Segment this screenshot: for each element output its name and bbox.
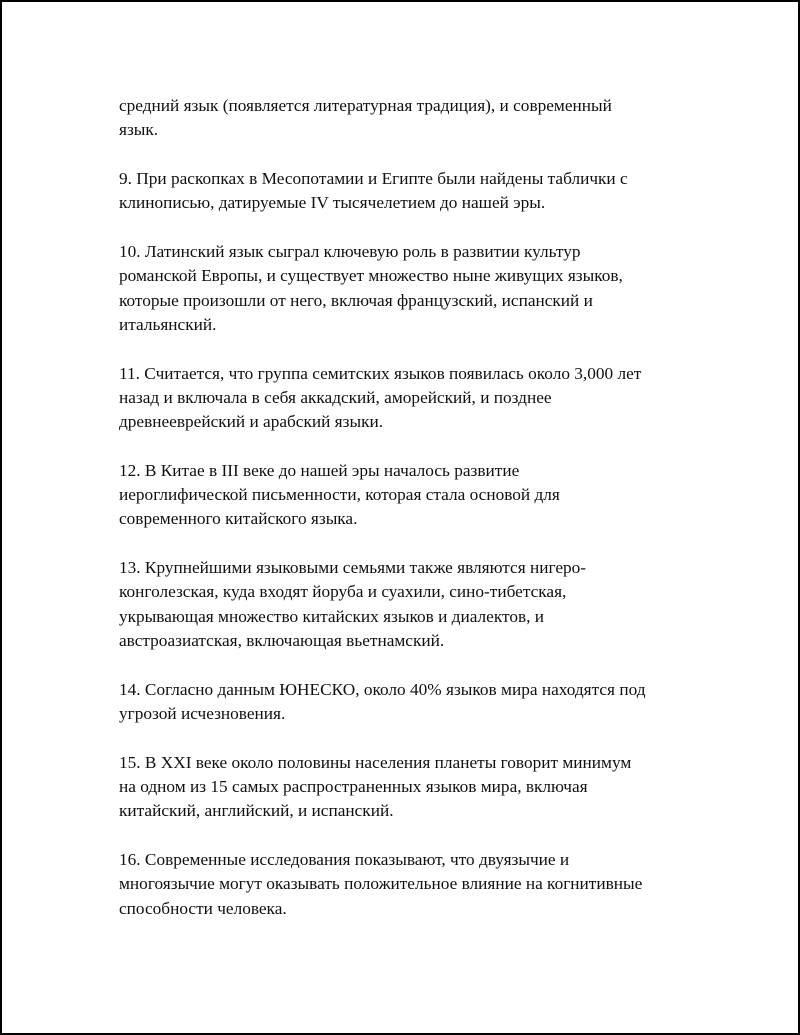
text-line: 16. Современные исследования показывают, что двуязычие и bbox=[119, 849, 570, 869]
text-line: угрозой исчезновения. bbox=[119, 703, 286, 723]
text-line: 9. При раскопках в Месопотамии и Египте были найдены таблички с bbox=[119, 168, 628, 188]
paragraph-continuation bbox=[119, 94, 699, 143]
text-line: итальянский. bbox=[119, 314, 217, 334]
text-line: 14. Согласно данным ЮНЕСКО, около 40% языков мира находятся под bbox=[119, 679, 646, 699]
text-line: иероглифической письменности, которая стала основой для bbox=[119, 485, 560, 505]
paragraph-item-10 bbox=[119, 240, 699, 337]
text-line: китайский, английский, и испанский. bbox=[119, 801, 394, 821]
paragraph-item-9 bbox=[119, 167, 699, 216]
text-line: 12. В Китае в III веке до нашей эры началось развитие bbox=[119, 460, 520, 480]
text-line: на одном из 15 самых распространенных языков мира, включая bbox=[119, 776, 588, 796]
text-line: средний язык (появляется литературная традиция), и современный bbox=[119, 96, 612, 115]
text-line: 13. Крупнейшими языковыми семьями также являются нигеро- bbox=[119, 558, 587, 578]
text-line: способности человека. bbox=[119, 898, 287, 918]
text-line: которые произошли от него, включая французский, испанский и bbox=[119, 290, 593, 310]
text-line: 11. Считается, что группа семитских языков появилась около 3,000 лет bbox=[119, 363, 642, 383]
text-line: многоязычие могут оказывать положительное влияние на когнитивные bbox=[119, 874, 643, 894]
paragraph-item-14 bbox=[119, 678, 699, 727]
text-line: современного китайского языка. bbox=[119, 509, 358, 529]
text-line: конголезская, куда входят йоруба и суахили, сино-тибетская, bbox=[119, 582, 567, 602]
text-line: клинописью, датируемые IV тысячелетием до нашей эры. bbox=[119, 193, 546, 213]
text-line: назад и включала в себя аккадский, аморейский, и позднее bbox=[119, 387, 552, 407]
text-line: укрывающая множество китайских языков и диалектов, и bbox=[119, 606, 545, 626]
text-line: древнееврейский и арабский языки. bbox=[119, 412, 384, 432]
paragraph-item-16 bbox=[119, 848, 699, 921]
text-line: романской Европы, и существует множество ныне живущих языков, bbox=[119, 266, 623, 286]
text-line: 15. В XXI веке около половины населения планеты говорит минимум bbox=[119, 752, 632, 772]
paragraph-item-15 bbox=[119, 751, 699, 824]
text-line: язык. bbox=[119, 120, 159, 140]
document-body bbox=[119, 94, 699, 945]
text-line: 10. Латинский язык сыграл ключевую роль в развитии культур bbox=[119, 241, 581, 261]
text-line: австроазиатская, включающая вьетнамский. bbox=[119, 631, 445, 650]
paragraph-item-12 bbox=[119, 459, 699, 532]
paragraph-item-13 bbox=[119, 556, 699, 653]
paragraph-item-11 bbox=[119, 362, 699, 435]
